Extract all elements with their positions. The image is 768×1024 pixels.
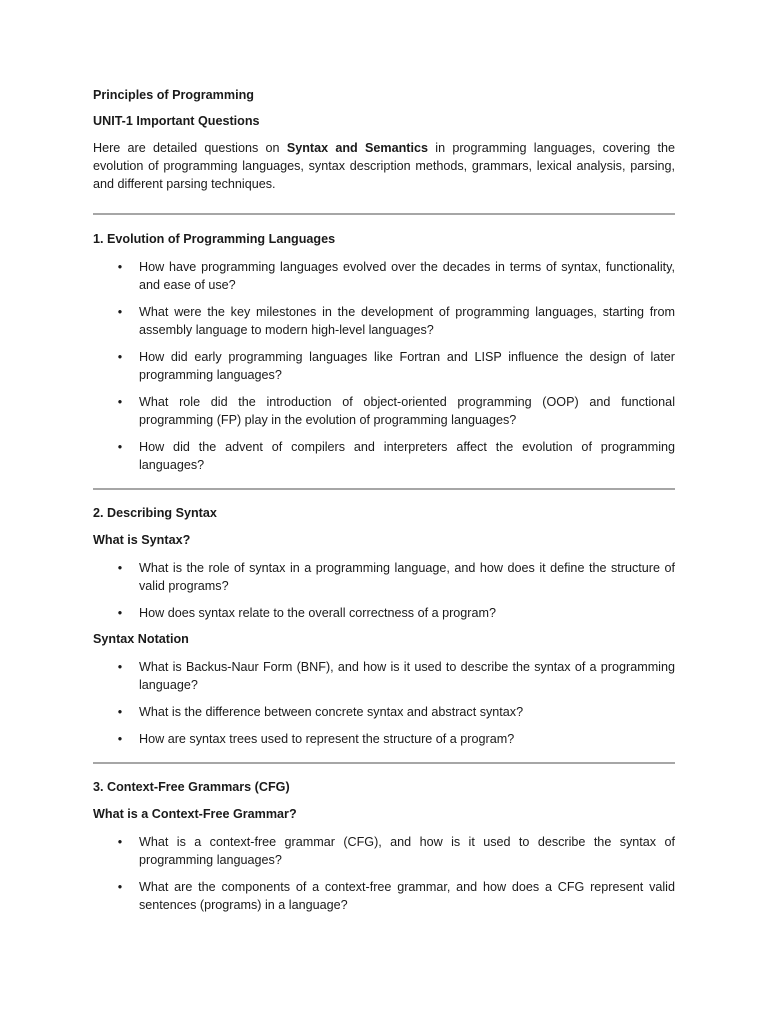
- subheading-syntax-notation: Syntax Notation: [93, 632, 189, 646]
- bullet-icon: •: [117, 561, 123, 575]
- list-item: [93, 348, 675, 384]
- bullet-icon: •: [117, 440, 123, 454]
- question-text: What role did the introduction of object-oriented programming (OOP) and functional programming (FP) play in the evolution of programming languages?: [139, 395, 675, 427]
- course-title: Principles of Programming: [93, 88, 254, 102]
- section-title-evolution: 1. Evolution of Programming Languages: [93, 232, 336, 246]
- evolution-question-list: [93, 258, 675, 474]
- question-text: How have programming languages evolved over the decades in terms of syntax, functionality, and ease of use?: [139, 260, 675, 292]
- question-text: What is the difference between concrete syntax and abstract syntax?: [139, 705, 524, 719]
- notation-question-list: [93, 658, 675, 748]
- question-text: What is Backus-Naur Form (BNF), and how is it used to describe the syntax of a programming language?: [139, 660, 675, 692]
- intro-suffix: in programming languages, covering the evolution of programming languages, syntax description methods, grammars, lexical analysis, parsing, and different parsing techniques.: [93, 141, 676, 191]
- list-item: [93, 730, 675, 748]
- subheading-what-is-syntax: What is Syntax?: [93, 533, 191, 547]
- unit-title: UNIT-1 Important Questions: [93, 114, 260, 128]
- bullet-icon: •: [117, 606, 123, 620]
- list-item: [93, 833, 675, 869]
- list-item: [93, 703, 675, 721]
- list-item: [93, 303, 675, 339]
- intro-prefix: Here are detailed questions on: [93, 141, 287, 155]
- section-title-cfg: 3. Context-Free Grammars (CFG): [93, 780, 290, 794]
- bullet-icon: •: [117, 705, 123, 719]
- list-item: [93, 258, 675, 294]
- question-text: How does syntax relate to the overall correctness of a program?: [139, 606, 496, 620]
- syntax-question-list: [93, 559, 675, 622]
- list-item: [93, 438, 675, 474]
- section-title-syntax: 2. Describing Syntax: [93, 506, 217, 520]
- cfg-question-list: [93, 833, 675, 914]
- bullet-icon: •: [117, 732, 123, 746]
- list-item: [93, 878, 675, 914]
- section-divider: [93, 213, 675, 215]
- list-item: [93, 559, 675, 595]
- section-divider: [93, 488, 675, 490]
- question-text: How did early programming languages like Fortran and LISP influence the design of later programming languages?: [139, 350, 675, 382]
- bullet-icon: •: [117, 835, 123, 849]
- question-text: What are the components of a context-free grammar, and how does a CFG represent valid sentences (programs) in a language?: [139, 880, 675, 912]
- list-item: [93, 658, 675, 694]
- bullet-icon: •: [117, 880, 123, 894]
- list-item: [93, 393, 675, 429]
- list-item: [93, 604, 675, 622]
- bullet-icon: •: [117, 395, 123, 409]
- question-text: How did the advent of compilers and interpreters affect the evolution of programming languages?: [139, 440, 675, 472]
- intro-paragraph: [93, 139, 675, 193]
- bullet-icon: •: [117, 660, 123, 674]
- bullet-icon: •: [117, 350, 123, 364]
- question-text: What is the role of syntax in a programming language, and how does it define the structure of valid programs?: [139, 561, 675, 593]
- section-divider: [93, 762, 675, 764]
- question-text: How are syntax trees used to represent the structure of a program?: [139, 732, 515, 746]
- question-text: What were the key milestones in the development of programming languages, starting from assembly language to modern high-level languages?: [139, 305, 675, 337]
- bullet-icon: •: [117, 260, 123, 274]
- subheading-what-is-cfg: What is a Context-Free Grammar?: [93, 807, 297, 821]
- intro-emphasis: Syntax and Semantics: [286, 141, 429, 155]
- bullet-icon: •: [117, 305, 123, 319]
- question-text: What is a context-free grammar (CFG), and how is it used to describe the syntax of programming languages?: [139, 835, 675, 867]
